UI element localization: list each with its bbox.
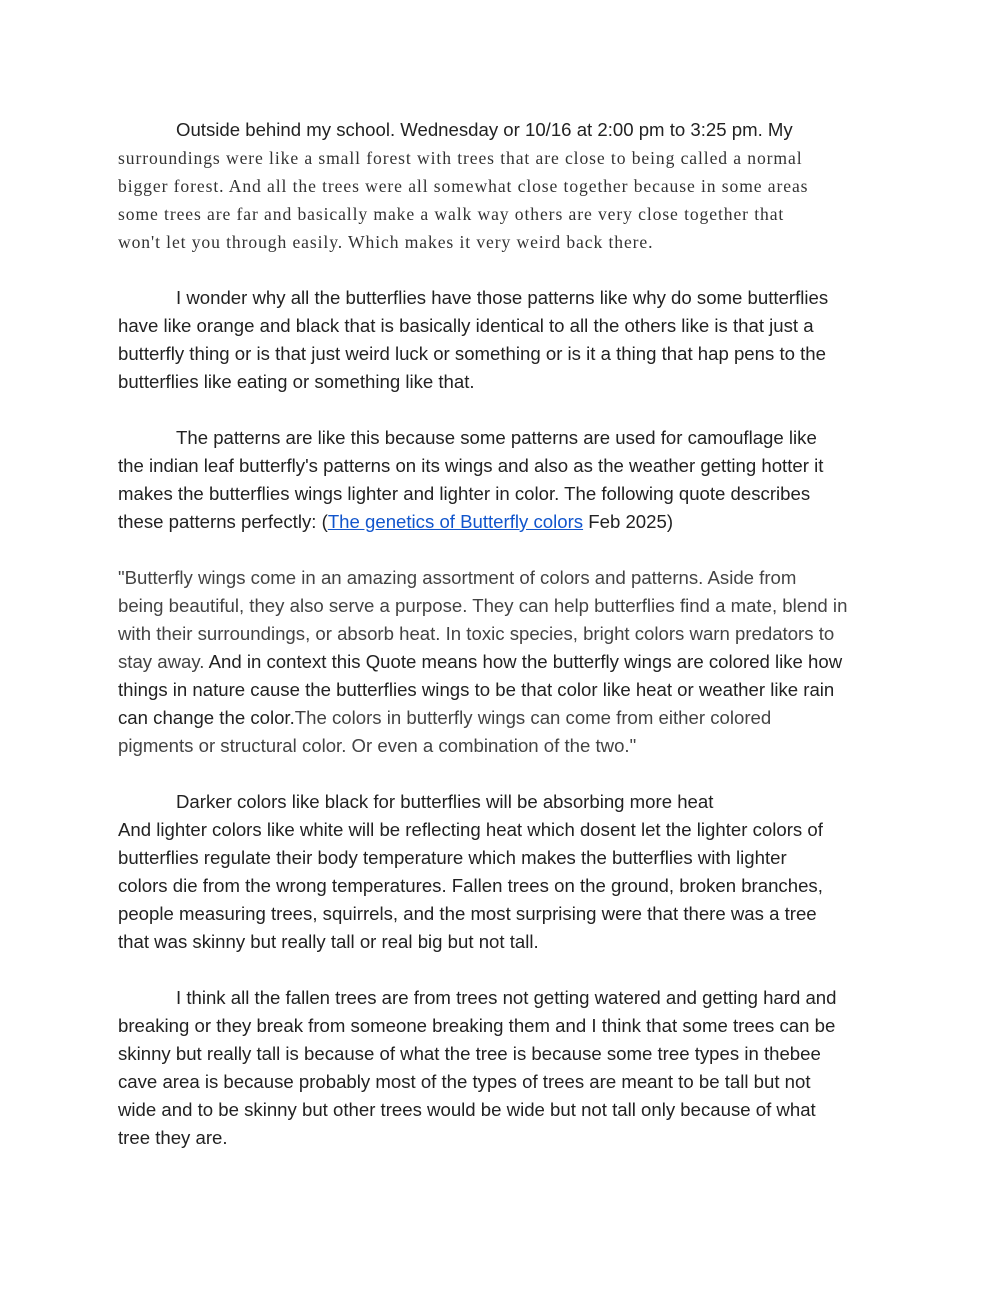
paragraph-wonder <box>118 284 893 396</box>
text-line <box>118 508 893 536</box>
text-fragment: these patterns perfectly: ( <box>118 511 328 532</box>
text-line: that was skinny but really tall or real big but not tall. <box>118 931 539 952</box>
document-body <box>118 116 893 1180</box>
text-line: wide and to be skinny but other trees would be wide but not tall only because of what <box>118 1099 816 1120</box>
text-line: makes the butterflies wings lighter and lighter in color. The following quote describes <box>118 483 811 504</box>
paragraph-fallen <box>118 984 893 1152</box>
text-line: I wonder why all the butterflies have those patterns like why do some butterflies <box>176 287 829 308</box>
source-link[interactable]: The genetics of Butterfly colors <box>327 511 584 532</box>
text-fragment: can change the color. <box>118 707 295 728</box>
paragraph-patterns <box>118 424 893 536</box>
text-line: pigments or structural color. Or even a combination of the two." <box>118 735 637 756</box>
text-fragment: stay away. <box>118 651 205 672</box>
text-line: Darker colors like black for butterflies will be absorbing more heat <box>176 791 714 812</box>
text-line: The patterns are like this because some patterns are used for camouflage like <box>176 427 817 448</box>
text-line: people measuring trees, squirrels, and the most surprising were that there was a tree <box>118 903 817 924</box>
text-line: the indian leaf butterfly's patterns on its wings and also as the weather getting hotter it <box>118 455 824 476</box>
text-line: breaking or they break from someone breaking them and I think that some trees can be <box>118 1015 836 1036</box>
text-line: butterfly thing or is that just weird luck or something or is it a thing that hap pens to the <box>118 343 826 364</box>
text-line: have like orange and black that is basically identical to all the others like is that just a <box>118 315 814 336</box>
text-line <box>118 704 893 732</box>
paragraph-darker <box>118 788 893 956</box>
text-line: won't let you through easily. Which makes it very weird back there. <box>118 232 654 252</box>
text-line: bigger forest. And all the trees were all somewhat close together because in some areas <box>118 176 809 196</box>
paragraph-quote <box>118 564 893 760</box>
text-line <box>118 648 893 676</box>
text-line: I think all the fallen trees are from trees not getting watered and getting hard and <box>176 987 837 1008</box>
text-line: things in nature cause the butterflies wings to be that color like heat or weather like rain <box>118 679 835 700</box>
text-fragment: And in context this Quote means how the butterfly wings are colored like how <box>204 651 843 672</box>
text-line: butterflies regulate their body temperature which makes the butterflies with lighter <box>118 847 787 868</box>
text-line: cave area is because probably most of the types of trees are meant to be tall but not <box>118 1071 811 1092</box>
text-line: And lighter colors like white will be reflecting heat which dosent let the lighter colors of <box>118 819 823 840</box>
text-fragment: The colors in butterfly wings can come from either colored <box>294 707 772 728</box>
text-line: tree they are. <box>118 1127 228 1148</box>
paragraph-observation <box>118 116 893 256</box>
text-line: with their surroundings, or absorb heat. In toxic species, bright colors warn predators to <box>118 623 835 644</box>
text-line: butterflies like eating or something like that. <box>118 371 475 392</box>
text-line: Outside behind my school. Wednesday or 10/16 at 2:00 pm to 3:25 pm. My <box>176 119 793 140</box>
text-line: some trees are far and basically make a walk way others are very close together that <box>118 204 785 224</box>
text-line: "Butterfly wings come in an amazing assortment of colors and patterns. Aside from <box>118 567 797 588</box>
text-line: being beautiful, they also serve a purpose. They can help butterflies find a mate, blend in <box>118 595 848 616</box>
text-line: skinny but really tall is because of what the tree is because some tree types in thebee <box>118 1043 821 1064</box>
text-line: colors die from the wrong temperatures. Fallen trees on the ground, broken branches, <box>118 875 823 896</box>
text-line: surroundings were like a small forest with trees that are close to being called a normal <box>118 148 803 168</box>
text-fragment: Feb 2025) <box>583 511 674 532</box>
